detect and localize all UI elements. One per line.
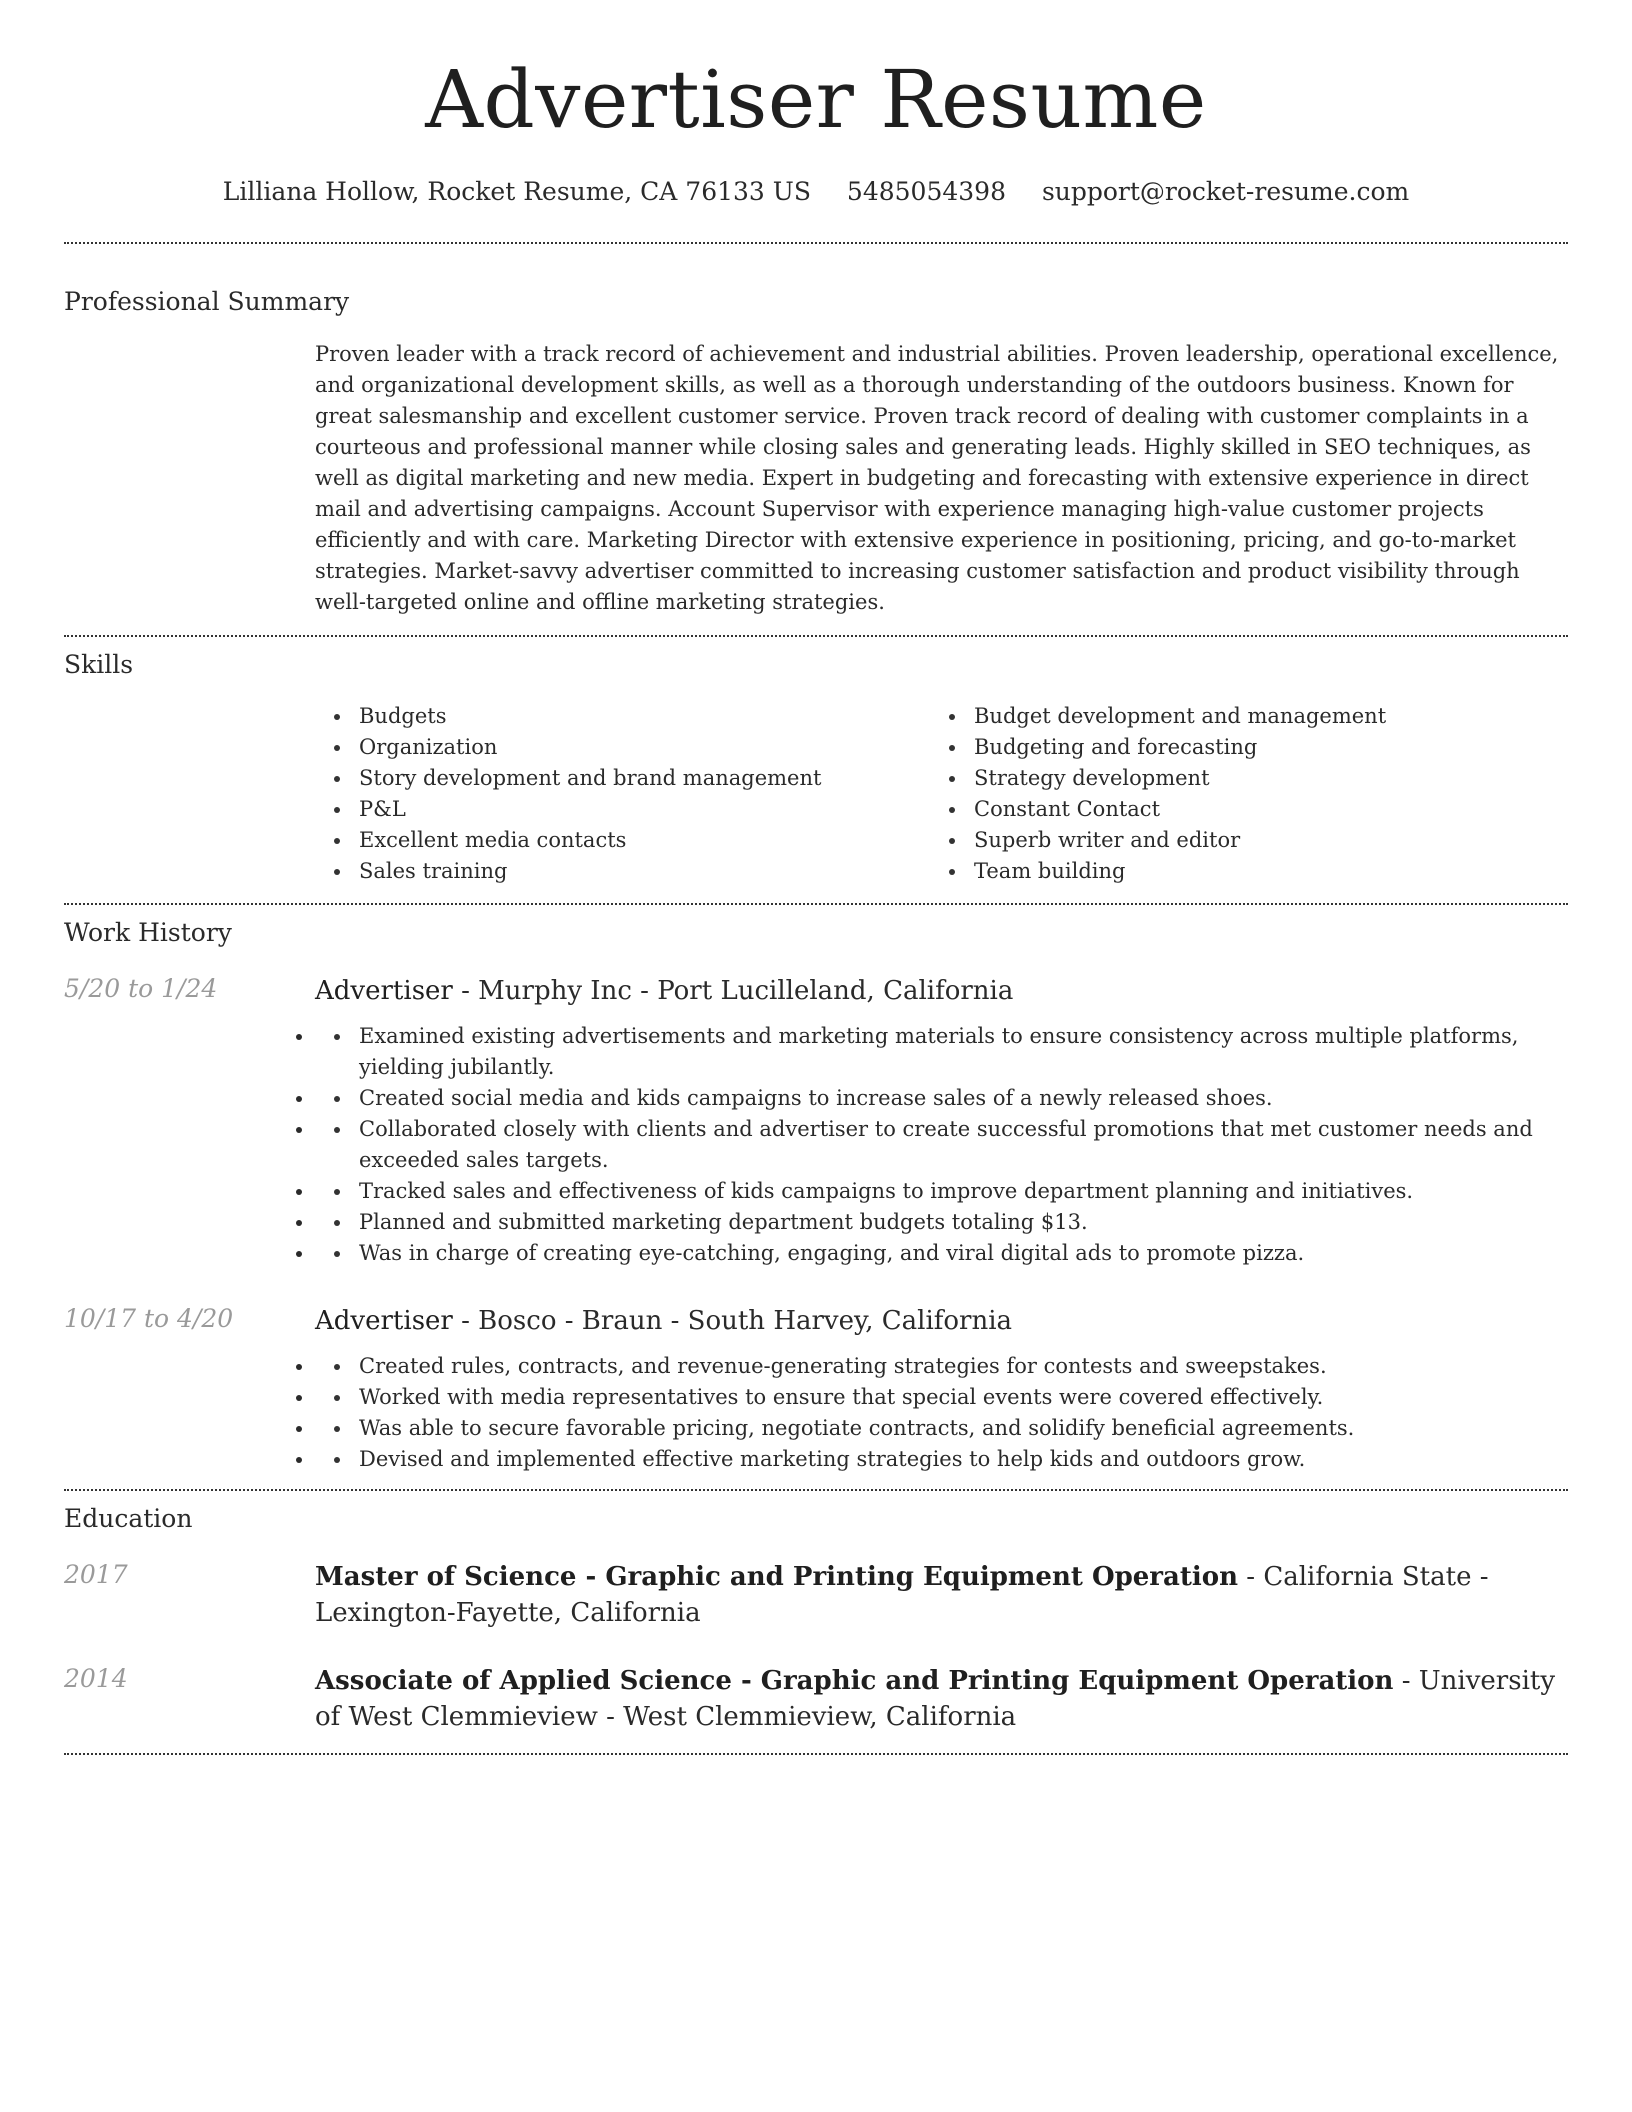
education-title bbox=[315, 1559, 1568, 1631]
skills-spacer bbox=[64, 701, 315, 887]
job-bullet: • Devised and implemented effective marketing strategies to help kids and outdoors grow. bbox=[315, 1444, 1568, 1475]
job-title bbox=[315, 973, 1568, 1009]
job-bullet: • Examined existing advertisements and marketing materials to ensure consistency across multiple platforms, yielding jubilantly. bbox=[315, 1021, 1568, 1083]
education-section bbox=[64, 1503, 1568, 1735]
job-role: Advertiser bbox=[315, 1306, 453, 1336]
job-title bbox=[315, 1303, 1568, 1339]
job-bullets bbox=[315, 1351, 1568, 1475]
skill-item: Superb writer and editor bbox=[930, 825, 1545, 856]
job-bullet: • Created rules, contracts, and revenue-generating strategies for contests and sweepstakes. bbox=[315, 1351, 1568, 1382]
skills-list-left bbox=[315, 701, 930, 887]
skills-grid bbox=[315, 701, 1568, 887]
job-bullet: • Collaborated closely with clients and advertiser to create successful promotions that met customer needs and exceeded sales targets. bbox=[315, 1114, 1568, 1176]
education-entry bbox=[64, 1663, 1568, 1735]
skills-list-right bbox=[930, 701, 1545, 887]
job-bullets bbox=[315, 1021, 1568, 1269]
education-heading: Education bbox=[64, 1504, 193, 1533]
section-divider bbox=[64, 903, 1568, 905]
education-year: 2017 bbox=[64, 1560, 128, 1589]
contact-address: Lilliana Hollow, Rocket Resume, CA 76133 US bbox=[222, 177, 811, 206]
education-degree: Master of Science - Graphic and Printing Equipment Operation bbox=[315, 1562, 1238, 1592]
skill-item: Team building bbox=[930, 856, 1545, 887]
skill-item: Constant Contact bbox=[930, 794, 1545, 825]
summary-text: Proven leader with a track record of achievement and industrial abilities. Proven leadership, operational excellence, and organizational development skills, as well as a thorough understanding of the outdoors business. Known for great salesmanship and excellent customer service. Proven track record of dealing with customer complaints in a courteous and professional manner while closing sales and generating leads. Highly skilled in SEO techniques, as well as digital marketing and new media. Expert in budgeting and forecasting with extensive experience in direct mail and advertising campaigns. Account Supervisor with experience managing high-value customer projects efficiently and with care. Marketing Director with extensive experience in positioning, pricing, and go-to-market strategies. Market-savvy advertiser committed to increasing customer satisfaction and product visibility through well-targeted online and offline marketing strategies. bbox=[315, 342, 1559, 614]
section-divider bbox=[64, 635, 1568, 637]
skill-item: Sales training bbox=[315, 856, 930, 887]
job-role: Advertiser bbox=[315, 976, 453, 1006]
job-dates: 10/17 to 4/20 bbox=[64, 1304, 234, 1333]
job-bullet: • Tracked sales and effectiveness of kids campaigns to improve department planning and initiatives. bbox=[315, 1176, 1568, 1207]
job-bullet: • Was able to secure favorable pricing, negotiate contracts, and solidify beneficial agreements. bbox=[315, 1413, 1568, 1444]
skill-item: Excellent media contacts bbox=[315, 825, 930, 856]
job-company: - Murphy Inc - Port Lucilleland, California bbox=[452, 976, 1014, 1006]
section-divider bbox=[64, 242, 1568, 244]
resume-title: Advertiser Resume bbox=[425, 53, 1207, 146]
skill-item: Strategy development bbox=[930, 763, 1545, 794]
summary-spacer bbox=[64, 339, 315, 618]
skill-item: Organization bbox=[315, 732, 930, 763]
skills-section bbox=[64, 649, 1568, 887]
job-bullet: • Planned and submitted marketing department budgets totaling $13. bbox=[315, 1207, 1568, 1238]
contact-line bbox=[64, 176, 1568, 208]
summary-section bbox=[64, 286, 1568, 618]
education-school: - University of West Clemmieview - West Clemmieview, California bbox=[315, 1666, 1556, 1732]
skill-item: P&L bbox=[315, 794, 930, 825]
summary-heading: Professional Summary bbox=[64, 287, 350, 316]
job-entry bbox=[64, 973, 1568, 1269]
skills-heading: Skills bbox=[64, 650, 134, 679]
work-section bbox=[64, 917, 1568, 1475]
job-entry bbox=[64, 1303, 1568, 1475]
job-bullet: • Was in charge of creating eye-catching, engaging, and viral digital ads to promote pizza. bbox=[315, 1238, 1568, 1269]
education-entry bbox=[64, 1559, 1568, 1631]
skill-item: Story development and brand management bbox=[315, 763, 930, 794]
job-company: - Bosco - Braun - South Harvey, California bbox=[452, 1306, 1013, 1336]
education-title bbox=[315, 1663, 1568, 1735]
skill-item: Budget development and management bbox=[930, 701, 1545, 732]
contact-phone: 5485054398 bbox=[846, 177, 1006, 206]
work-heading: Work History bbox=[64, 918, 232, 947]
job-bullet: • Worked with media representatives to ensure that special events were covered effectively. bbox=[315, 1382, 1568, 1413]
education-degree: Associate of Applied Science - Graphic and Printing Equipment Operation bbox=[315, 1666, 1394, 1696]
skill-item: Budgeting and forecasting bbox=[930, 732, 1545, 763]
job-bullet: • Created social media and kids campaigns to increase sales of a newly released shoes. bbox=[315, 1083, 1568, 1114]
skill-item: Budgets bbox=[315, 701, 930, 732]
contact-email: support@rocket-resume.com bbox=[1041, 177, 1410, 206]
section-divider bbox=[64, 1753, 1568, 1755]
job-dates: 5/20 to 1/24 bbox=[64, 974, 218, 1003]
section-divider bbox=[64, 1489, 1568, 1491]
education-school: - California State - Lexington-Fayette, California bbox=[315, 1562, 1489, 1628]
education-year: 2014 bbox=[64, 1664, 128, 1693]
